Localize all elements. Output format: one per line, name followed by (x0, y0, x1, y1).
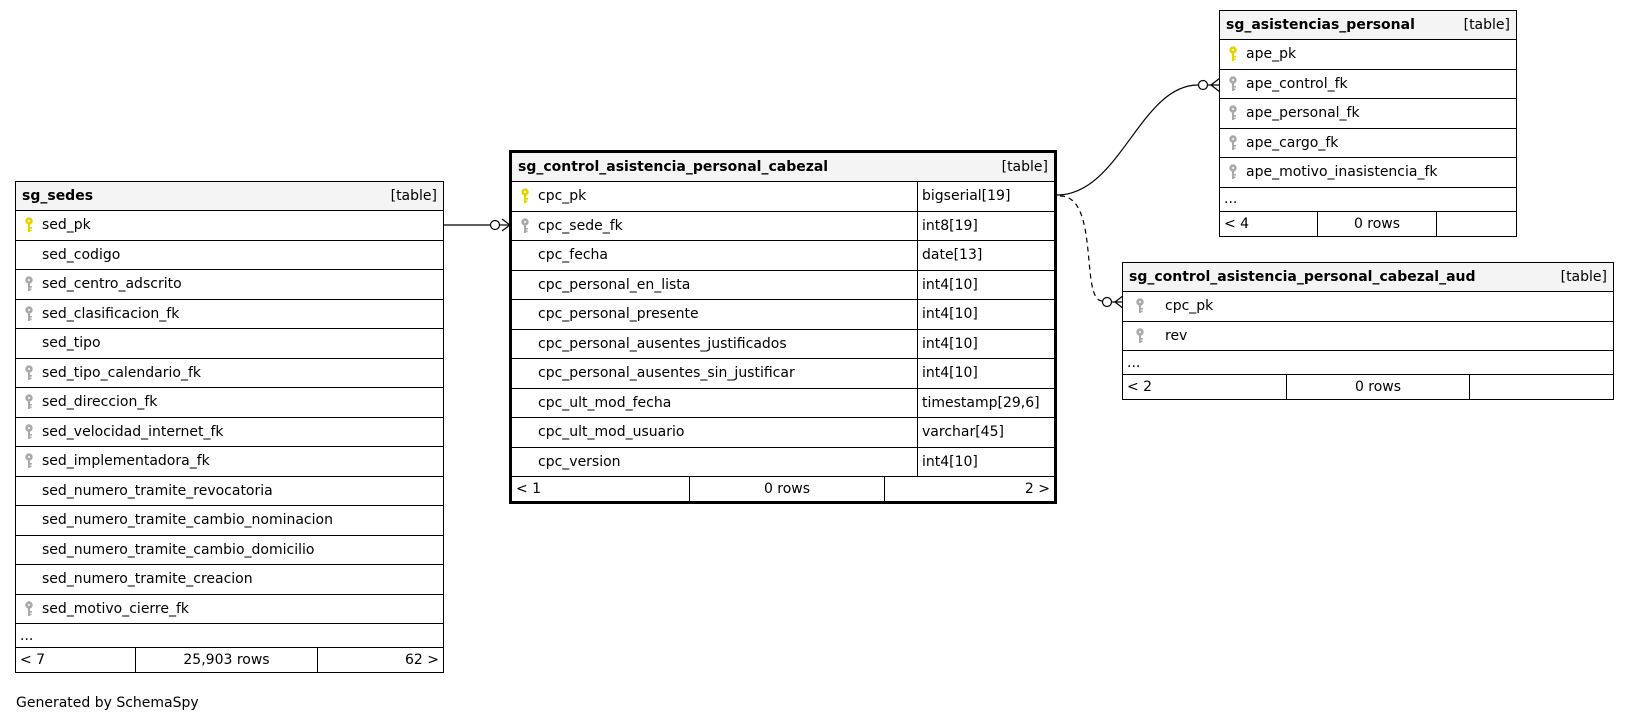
column-name: ape_personal_fk (1246, 105, 1360, 122)
column-row[interactable] (512, 359, 1054, 389)
column-name: cpc_personal_ausentes_justificados (538, 335, 787, 352)
column-row[interactable] (1220, 70, 1516, 100)
column-row[interactable] (1220, 40, 1516, 70)
column-type: date[13] (917, 241, 1054, 270)
column-name-cell (512, 359, 917, 388)
column-name: cpc_personal_presente (538, 306, 699, 323)
foreign-key-icon (1228, 164, 1238, 180)
column-row[interactable] (1220, 129, 1516, 159)
column-name-cell (16, 329, 443, 358)
column-name-cell (512, 271, 917, 300)
foreign-key-icon (24, 394, 34, 410)
column-name: sed_direccion_fk (42, 394, 158, 411)
column-name: ape_cargo_fk (1246, 134, 1339, 151)
column-row[interactable] (512, 330, 1054, 360)
more-columns-ellipsis: ... (1220, 188, 1516, 212)
column-name: sed_tipo_calendario_fk (42, 364, 201, 381)
column-name-cell (16, 565, 443, 594)
column-name: sed_numero_tramite_creacion (42, 571, 253, 588)
column-row[interactable] (1123, 322, 1613, 352)
column-name: cpc_ult_mod_fecha (538, 394, 672, 411)
column-list (512, 182, 1054, 477)
column-row[interactable] (16, 595, 443, 625)
column-row[interactable] (16, 506, 443, 536)
table-name[interactable]: sg_asistencias_personal (1226, 17, 1415, 33)
column-type: int4[10] (917, 448, 1054, 477)
table-footer (512, 477, 1054, 501)
column-row[interactable] (512, 300, 1054, 330)
table-name[interactable]: sg_control_asistencia_personal_cabezal (518, 159, 829, 175)
column-row[interactable] (16, 447, 443, 477)
column-list (1123, 292, 1613, 351)
column-name: sed_velocidad_internet_fk (42, 423, 224, 440)
column-name: ape_pk (1246, 46, 1297, 63)
table-name[interactable]: sg_sedes (22, 188, 94, 204)
column-name: cpc_personal_en_lista (538, 276, 691, 293)
children-link[interactable]: 2 > (884, 477, 1054, 501)
column-name-cell (1220, 70, 1516, 99)
parents-link[interactable]: < 7 (20, 652, 46, 668)
foreign-key-icon (1228, 76, 1238, 92)
column-name-cell (16, 270, 443, 299)
column-name-cell (1123, 322, 1613, 351)
table-kind: [table] (390, 188, 437, 204)
column-name: rev (1165, 327, 1188, 344)
column-name-cell (16, 300, 443, 329)
table-footer (16, 648, 443, 672)
column-name: sed_numero_tramite_cambio_nominacion (42, 512, 333, 529)
foreign-key-icon (520, 218, 530, 234)
foreign-key-icon (1228, 105, 1238, 121)
table-name[interactable]: sg_control_asistencia_personal_cabezal_aud (1129, 269, 1476, 285)
row-count: 0 rows (1286, 375, 1469, 399)
parents-link[interactable]: < 4 (1224, 215, 1250, 232)
table-header (16, 182, 443, 211)
column-name: ape_motivo_inasistencia_fk (1246, 164, 1438, 181)
column-name: cpc_personal_ausentes_sin_justificar (538, 365, 795, 382)
column-name: cpc_pk (1165, 298, 1214, 315)
table-kind: [table] (1560, 269, 1607, 285)
column-name-cell (512, 182, 917, 211)
column-row[interactable] (1220, 99, 1516, 129)
column-name: sed_implementadora_fk (42, 453, 210, 470)
edge-control-to-aud (1060, 196, 1124, 309)
column-name-cell (512, 212, 917, 241)
column-name-cell (1220, 158, 1516, 187)
table-sg-asistencias-personal[interactable] (1219, 10, 1517, 237)
column-row[interactable] (1220, 158, 1516, 188)
column-type: varchar[45] (917, 418, 1054, 447)
foreign-key-icon (24, 365, 34, 381)
column-name-cell (16, 595, 443, 624)
primary-key-icon (520, 188, 530, 204)
column-row[interactable] (512, 389, 1054, 419)
primary-key-icon (24, 217, 34, 233)
foreign-key-icon (1135, 328, 1145, 344)
column-name: cpc_ult_mod_usuario (538, 424, 685, 441)
column-name-cell (16, 388, 443, 417)
generated-by-label: Generated by SchemaSpy (16, 695, 199, 711)
more-columns-ellipsis: ... (16, 624, 443, 648)
column-name-cell (512, 389, 917, 418)
column-row[interactable] (16, 270, 443, 300)
foreign-key-icon (24, 276, 34, 292)
column-name-cell (512, 241, 917, 270)
column-name-cell (16, 359, 443, 388)
column-name-cell (16, 211, 443, 240)
column-row[interactable] (16, 300, 443, 330)
column-name-cell (16, 536, 443, 565)
column-type: int4[10] (917, 359, 1054, 388)
column-type: int4[10] (917, 271, 1054, 300)
foreign-key-icon (24, 424, 34, 440)
column-row[interactable] (16, 418, 443, 448)
column-list (16, 211, 443, 624)
column-row[interactable] (512, 418, 1054, 448)
column-type: int4[10] (917, 300, 1054, 329)
column-row[interactable] (16, 329, 443, 359)
column-row[interactable] (16, 536, 443, 566)
foreign-key-icon (24, 601, 34, 617)
column-name: sed_motivo_cierre_fk (42, 600, 190, 617)
parents-link[interactable]: < 1 (516, 481, 542, 497)
column-name-cell (512, 418, 917, 447)
column-name-cell (16, 506, 443, 535)
column-name: cpc_fecha (538, 247, 608, 264)
column-name-cell (16, 447, 443, 476)
column-list (1220, 40, 1516, 188)
table-footer (1220, 212, 1516, 236)
row-count: 0 rows (1317, 212, 1436, 236)
parents-link[interactable]: < 2 (1127, 379, 1153, 395)
table-kind: [table] (1463, 17, 1510, 33)
table-header (1220, 11, 1516, 40)
edge-control-to-asistencias (1057, 78, 1220, 195)
column-name: ape_control_fk (1246, 75, 1348, 92)
column-row[interactable] (16, 359, 443, 389)
foreign-key-icon (24, 453, 34, 469)
row-count: 25,903 rows (135, 648, 317, 672)
column-name: cpc_version (538, 453, 621, 470)
foreign-key-icon (1228, 135, 1238, 151)
column-row[interactable] (512, 212, 1054, 242)
column-name-cell (1220, 99, 1516, 128)
children-link[interactable] (1436, 212, 1516, 236)
column-row[interactable] (16, 241, 443, 271)
column-name: sed_numero_tramite_cambio_domicilio (42, 541, 315, 558)
table-sg-control-asistencia-personal-cabezal-aud[interactable] (1122, 262, 1614, 400)
table-kind: [table] (1001, 159, 1048, 175)
column-row[interactable] (16, 388, 443, 418)
table-header (1123, 263, 1613, 292)
column-name: sed_centro_adscrito (42, 276, 182, 293)
column-name: sed_tipo (42, 335, 101, 352)
column-name-cell (1220, 40, 1516, 69)
edge-sedes-to-control (444, 219, 510, 231)
column-name-cell (512, 448, 917, 477)
column-name: sed_pk (42, 217, 91, 234)
column-type: timestamp[29,6] (917, 389, 1054, 418)
table-sg-control-asistencia-personal-cabezal[interactable] (509, 150, 1057, 504)
column-row[interactable] (16, 477, 443, 507)
column-name: cpc_pk (538, 188, 587, 205)
column-row[interactable] (512, 241, 1054, 271)
column-name-cell (16, 477, 443, 506)
column-type: int4[10] (917, 330, 1054, 359)
column-name: cpc_sede_fk (538, 217, 623, 234)
column-name: sed_numero_tramite_revocatoria (42, 482, 273, 499)
table-sg-sedes[interactable] (15, 181, 444, 673)
column-name-cell (16, 418, 443, 447)
column-row[interactable] (512, 271, 1054, 301)
primary-key-icon (1228, 46, 1238, 62)
column-name-cell (512, 330, 917, 359)
table-header (512, 153, 1054, 182)
column-row[interactable] (16, 211, 443, 241)
children-link[interactable] (1469, 375, 1613, 399)
column-row[interactable] (512, 448, 1054, 478)
table-footer (1123, 375, 1613, 399)
column-name: sed_codigo (42, 246, 121, 263)
column-name-cell (1123, 292, 1613, 321)
row-count: 0 rows (689, 477, 884, 501)
column-name-cell (1220, 129, 1516, 158)
foreign-key-icon (24, 306, 34, 322)
column-name-cell (512, 300, 917, 329)
column-row[interactable] (1123, 292, 1613, 322)
column-type: int8[19] (917, 212, 1054, 241)
column-type: bigserial[19] (917, 182, 1054, 211)
column-row[interactable] (512, 182, 1054, 212)
foreign-key-icon (1135, 298, 1145, 314)
more-columns-ellipsis: ... (1123, 351, 1613, 375)
column-name: sed_clasificacion_fk (42, 305, 180, 322)
children-link[interactable]: 62 > (317, 648, 443, 672)
column-name-cell (16, 241, 443, 270)
column-row[interactable] (16, 565, 443, 595)
